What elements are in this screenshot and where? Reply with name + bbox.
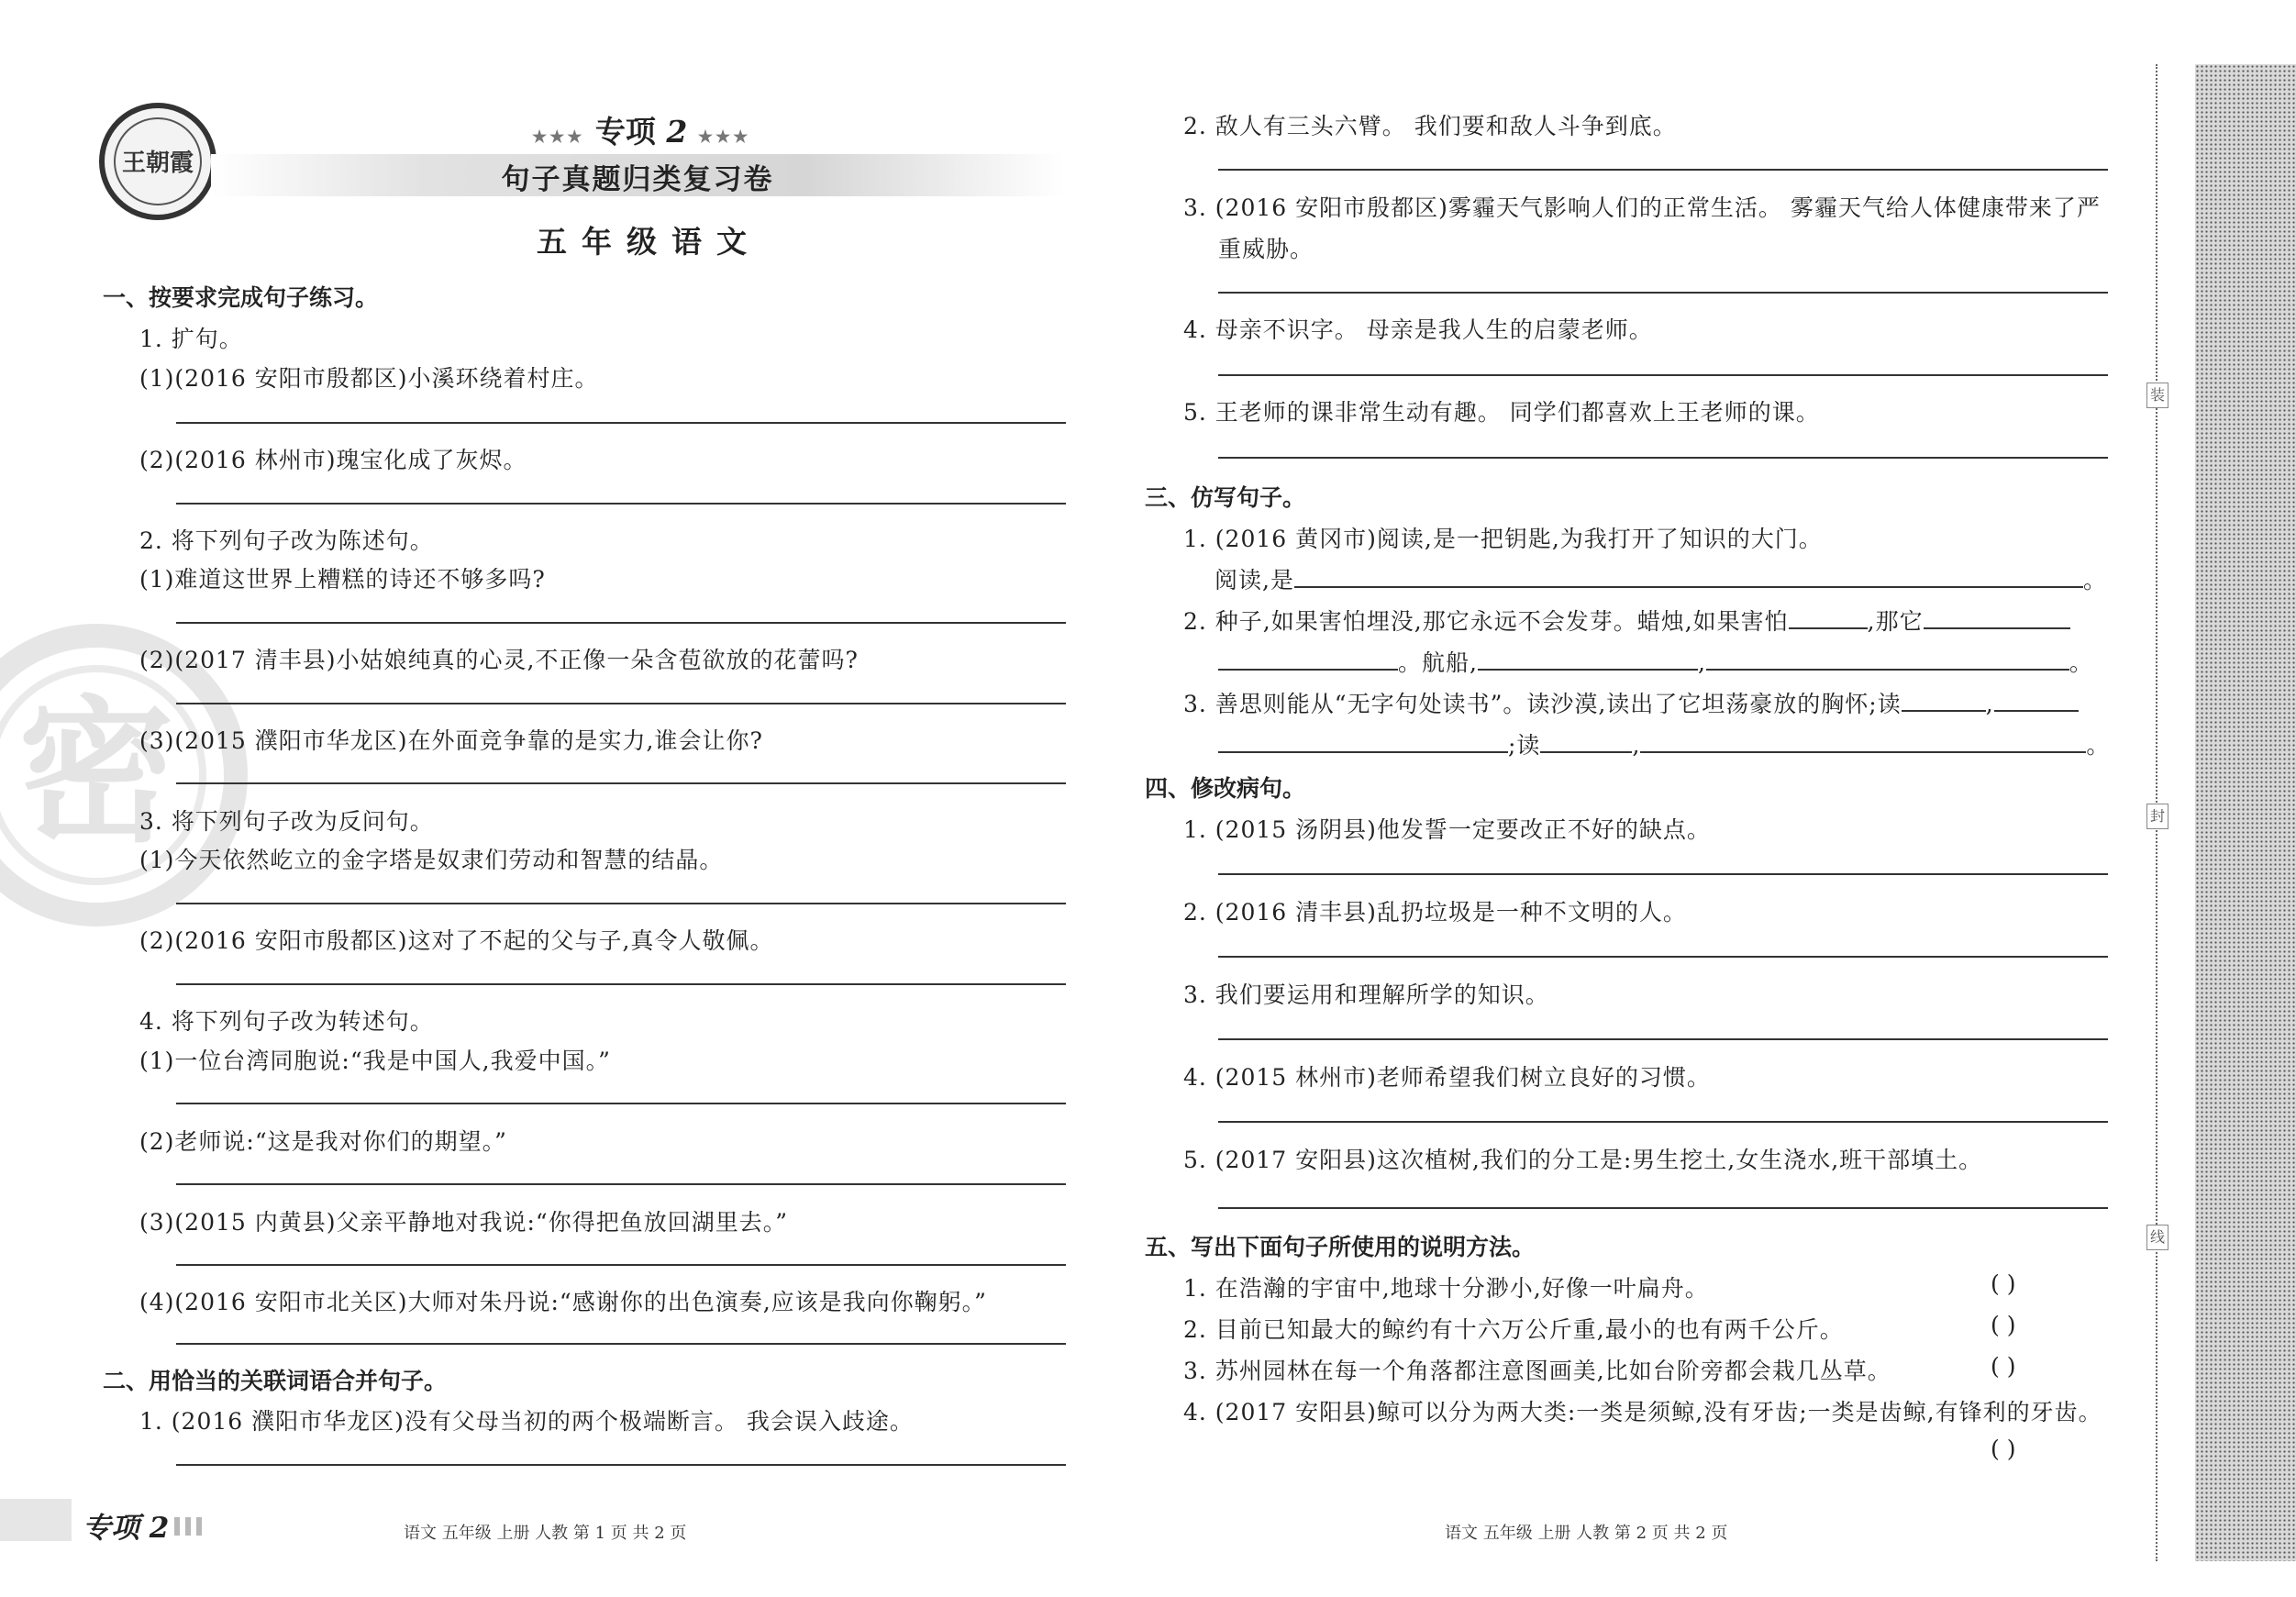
answer-line[interactable]	[176, 782, 1066, 784]
question-s3-1: 1. (2016 黄冈市)阅读,是一把钥匙,为我打开了知识的大门。	[1183, 526, 1823, 552]
publisher-logo-text: 王朝霞	[114, 117, 202, 205]
binding-label-feng: 封	[2146, 804, 2168, 829]
question-s5-4: 4. (2017 安阳县)鲸可以分为两大类:一类是须鲸,没有牙齿;一类是齿鲸,有锋利的牙齿。	[1183, 1399, 2102, 1425]
fill-blank[interactable]	[1706, 647, 2069, 671]
question-s5-1: 1. 在浩瀚的宇宙中,地球十分渺小,好像一叶扁舟。	[1183, 1275, 1709, 1302]
answer-line[interactable]	[1218, 374, 2108, 376]
question-s3-1-fill	[1215, 562, 2107, 595]
answer-line[interactable]	[1218, 1121, 2108, 1123]
answer-line[interactable]	[176, 903, 1066, 904]
answer-line[interactable]	[1218, 873, 2108, 875]
question-3-1: (1)今天依然屹立的金字塔是奴隶们劳动和智慧的结晶。	[139, 847, 724, 873]
punctuation: 。	[2086, 732, 2111, 759]
answer-paren[interactable]: ( )	[1991, 1353, 2016, 1380]
answer-line[interactable]	[176, 1464, 1066, 1466]
question-2-1: (1)难道这世界上糟糕的诗还不够多吗?	[139, 566, 546, 593]
binding-strip	[2195, 64, 2296, 1561]
answer-line[interactable]	[176, 1264, 1066, 1266]
question-4-1: (1)一位台湾同胞说:“我是中国人,我爱中国。”	[139, 1048, 611, 1074]
punctuation: ,	[1697, 649, 1706, 676]
question-4-4: (4)(2016 安阳市北关区)大师对朱丹说:“感谢你的出色演奏,应该是我向你鞠躬。”	[139, 1289, 987, 1315]
footer-tab	[0, 1499, 72, 1541]
page-footer-1: 语文 五年级 上册 人教 第 1 页 共 2 页	[404, 1524, 687, 1543]
question-s5-3: 3. 苏州园林在每一个角落都注意图画美,比如台阶旁都会栽几丛草。	[1183, 1358, 1891, 1384]
binding-label-xian: 线	[2146, 1225, 2168, 1250]
question-3-2: (2)(2016 安阳市殷都区)这对了不起的父与子,真令人敬佩。	[139, 927, 774, 954]
question-s4-4: 4. (2015 林州市)老师希望我们树立良好的习惯。	[1183, 1064, 1711, 1091]
question-4: 4. 将下列句子改为转述句。	[139, 1008, 434, 1035]
question-1: 1. 扩句。	[139, 326, 243, 352]
fill-blank[interactable]	[1218, 729, 1508, 753]
answer-paren[interactable]: ( )	[1991, 1436, 2016, 1462]
question-2-2: (2)(2017 清丰县)小姑娘纯真的心灵,不正像一朵含苞欲放的花蕾吗?	[139, 647, 859, 673]
question-s5-2: 2. 目前已知最大的鲸约有十六万公斤重,最小的也有两千公斤。	[1183, 1316, 1844, 1343]
page-title: 句子真题归类复习卷	[501, 163, 774, 196]
section-1-title: 一、按要求完成句子练习。	[103, 284, 379, 311]
question-4-2: (2)老师说:“这是我对你们的期望。”	[139, 1128, 507, 1155]
question-s4-1: 1. (2015 汤阴县)他发誓一定要改正不好的缺点。	[1183, 816, 1711, 843]
topic-number: 2	[666, 114, 688, 150]
question-s2-1: 1. (2016 濮阳市华龙区)没有父母当初的两个极端断言。 我会误入歧途。	[139, 1408, 914, 1435]
fill-blank[interactable]	[1902, 688, 1986, 712]
question-s3-2	[1183, 604, 2070, 637]
answer-line[interactable]	[176, 622, 1066, 624]
fill-blank[interactable]	[1540, 729, 1632, 753]
topic-label	[532, 108, 750, 151]
answer-line[interactable]	[176, 1343, 1066, 1345]
question-4-3: (3)(2015 内黄县)父亲平静地对我说:“你得把鱼放回湖里去。”	[139, 1209, 788, 1236]
answer-line[interactable]	[176, 983, 1066, 985]
section-2-title: 二、用恰当的关联词语合并句子。	[103, 1368, 448, 1394]
question-s3-3-cont	[1218, 727, 2110, 760]
fill-prefix: 阅读,是	[1215, 567, 1294, 593]
punctuation: 。	[2082, 567, 2107, 593]
answer-line[interactable]	[176, 422, 1066, 424]
answer-paren[interactable]: ( )	[1991, 1312, 2016, 1338]
topic-text: 专项	[594, 114, 656, 150]
fill-blank[interactable]	[1640, 729, 2086, 753]
footer-topic-label: 专项 2	[83, 1512, 170, 1545]
fill-blank[interactable]	[1924, 605, 2070, 629]
watermark-seal: 密	[0, 665, 206, 885]
answer-line[interactable]	[176, 1183, 1066, 1185]
fill-blank[interactable]	[1478, 647, 1698, 671]
question-s2-2: 2. 敌人有三头六臂。 我们要和敌人斗争到底。	[1183, 113, 1677, 139]
fill-blank[interactable]	[1994, 688, 2079, 712]
question-2-3: (3)(2015 濮阳市华龙区)在外面竞争靠的是实力,谁会让你?	[139, 727, 763, 754]
fill-blank[interactable]	[1294, 564, 2083, 588]
section-4-title: 四、修改病句。	[1145, 775, 1306, 802]
answer-line[interactable]	[1218, 169, 2108, 171]
answer-line[interactable]	[1218, 457, 2108, 459]
answer-line[interactable]	[1218, 1207, 2108, 1209]
question-s3-3-text: 3. 善思则能从“无字句处读书”。读沙漠,读出了它坦荡豪放的胸怀;读	[1183, 691, 1902, 717]
section-3-title: 三、仿写句子。	[1145, 484, 1306, 511]
answer-line[interactable]	[1218, 292, 2108, 294]
question-s2-4: 4. 母亲不识字。 母亲是我人生的启蒙老师。	[1183, 316, 1653, 343]
binding-label-zhuang: 装	[2146, 383, 2168, 408]
answer-paren[interactable]: ( )	[1991, 1270, 2016, 1297]
question-s2-5: 5. 王老师的课非常生动有趣。 同学们都喜欢上王老师的课。	[1183, 399, 1820, 426]
stars-left-icon: ★★★	[532, 128, 585, 147]
punctuation: ,	[1632, 732, 1641, 759]
question-2: 2. 将下列句子改为陈述句。	[139, 527, 434, 554]
question-s3-3-cont-text: ;读	[1508, 732, 1541, 759]
section-5-title: 五、写出下面句子所使用的说明方法。	[1145, 1234, 1536, 1260]
fill-blank[interactable]	[1789, 605, 1868, 629]
question-s3-2-mid: ,那它	[1867, 608, 1924, 635]
question-s2-3: 3. (2016 安阳市殷都区)雾霾天气影响人们的正常生活。 雾霾天气给人体健康带来了严	[1183, 194, 2101, 221]
question-s3-2-cont-text: 。航船,	[1398, 649, 1478, 676]
footer-squares-icon	[174, 1517, 205, 1536]
page-footer-2: 语文 五年级 上册 人教 第 2 页 共 2 页	[1445, 1524, 1728, 1543]
punctuation: 。	[2069, 649, 2093, 676]
punctuation: ,	[1985, 691, 1994, 717]
answer-line[interactable]	[176, 703, 1066, 704]
answer-line[interactable]	[176, 503, 1066, 505]
question-1-1: (1)(2016 安阳市殷都区)小溪环绕着村庄。	[139, 365, 599, 392]
question-s3-3	[1183, 686, 2079, 719]
question-3: 3. 将下列句子改为反问句。	[139, 808, 434, 835]
question-1-2: (2)(2016 林州市)瑰宝化成了灰烬。	[139, 447, 527, 473]
answer-line[interactable]	[1218, 956, 2108, 958]
question-s4-2: 2. (2016 清丰县)乱扔垃圾是一种不文明的人。	[1183, 899, 1687, 926]
stars-right-icon: ★★★	[697, 128, 751, 147]
question-s4-3: 3. 我们要运用和理解所学的知识。	[1183, 981, 1549, 1008]
answer-line[interactable]	[1218, 1038, 2108, 1040]
question-s4-5: 5. (2017 安阳县)这次植树,我们的分工是:男生挖土,女生浇水,班干部填土。	[1183, 1147, 1983, 1173]
question-s3-2-cont	[1218, 645, 2093, 678]
grade-subject: 五年级语文	[537, 224, 761, 260]
fill-blank[interactable]	[1218, 647, 1398, 671]
question-s2-3-cont: 重威胁。	[1218, 236, 1314, 262]
question-s3-2-text: 2. 种子,如果害怕埋没,那它永远不会发芽。蜡烛,如果害怕	[1183, 608, 1789, 635]
answer-line[interactable]	[176, 1103, 1066, 1104]
